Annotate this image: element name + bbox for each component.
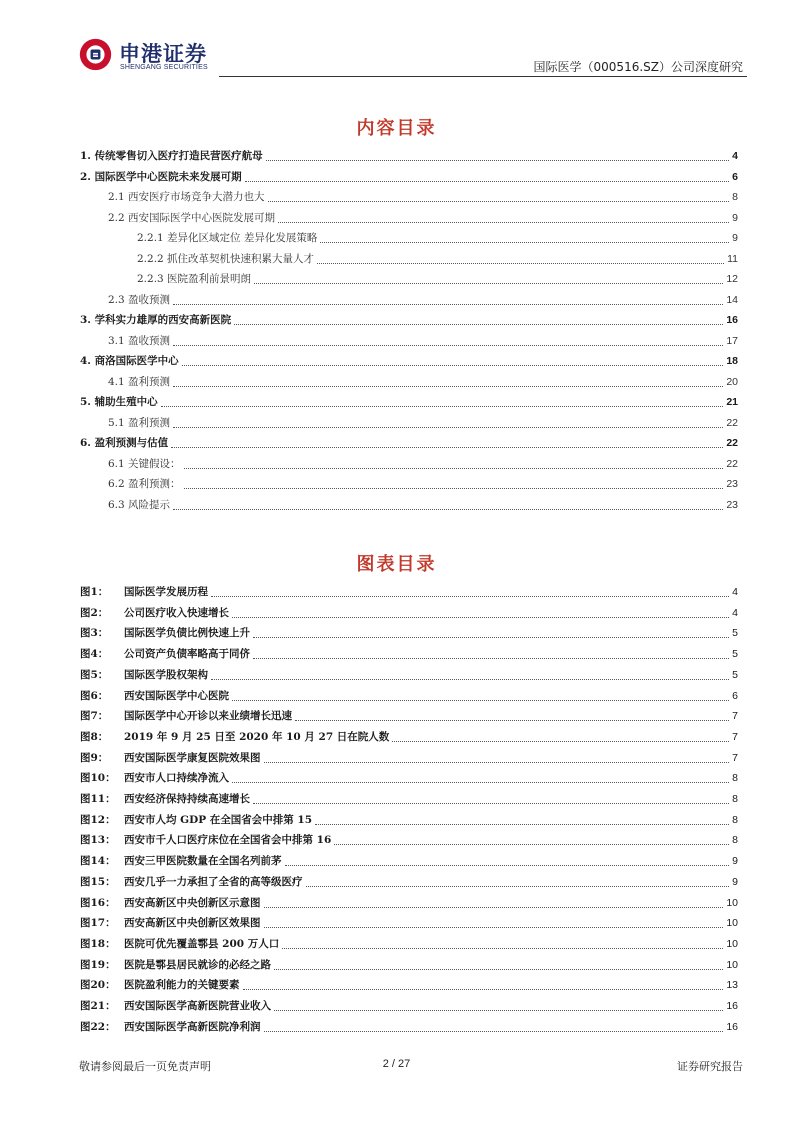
- toc-leader-dots: [173, 344, 723, 346]
- report-title: 国际医学（000516.SZ）公司深度研究: [533, 60, 743, 74]
- figure-leader-dots: [253, 657, 729, 659]
- page-header: [0, 0, 793, 80]
- figure-entry[interactable]: [80, 771, 738, 786]
- toc-entry-page: 9: [732, 232, 738, 244]
- figure-number: 图14：: [80, 855, 116, 868]
- figure-number: 图12：: [80, 813, 116, 826]
- figure-entry-page: 10: [726, 958, 738, 971]
- toc-entry-page: 18: [726, 355, 738, 367]
- figure-number: 图11：: [80, 793, 116, 805]
- figure-leader-dots: [253, 802, 729, 804]
- toc-entry[interactable]: [108, 211, 738, 226]
- figure-number: 图6：: [80, 689, 109, 702]
- toc-entry-page: 22: [726, 416, 738, 429]
- toc-entry[interactable]: [80, 436, 738, 451]
- toc-entry-label: 6.1 关键假设：: [108, 457, 181, 470]
- toc-leader-dots: [320, 241, 729, 243]
- toc-entry-label: 2.3 盈收预测: [108, 293, 171, 306]
- figure-entry-label: [80, 875, 303, 890]
- figure-leader-dots: [264, 906, 724, 908]
- figure-number: 图20：: [80, 979, 116, 992]
- figure-caption: 西安高新区中央创新区效果图: [124, 917, 261, 930]
- figure-caption: 国际医学中心开诊以来业绩增长迅速: [124, 710, 292, 723]
- toc-entry[interactable]: [108, 477, 738, 492]
- brand-name-en: SHENGANG SECURITIES: [120, 64, 208, 71]
- figure-caption: 西安市人均 GDP 在全国省会中排第 15: [124, 813, 313, 826]
- figure-leader-dots: [264, 761, 730, 763]
- figure-caption: 医院盈利能力的关键要素: [124, 979, 240, 992]
- toc-entry[interactable]: [108, 498, 738, 513]
- figure-entry[interactable]: [80, 999, 738, 1014]
- toc-entry-label: 4. 商洛国际医学中心: [80, 355, 179, 367]
- toc-title: 内容目录: [356, 118, 437, 139]
- figure-entry-label: [80, 813, 312, 828]
- toc-leader-dots: [173, 426, 723, 428]
- figure-entry-label: [80, 585, 208, 600]
- figure-caption: 医院可优先覆盖鄠县 200 万人口: [124, 937, 280, 950]
- figure-leader-dots: [282, 947, 723, 949]
- toc-entry-page: 12: [726, 273, 738, 285]
- figure-leader-dots: [274, 968, 723, 970]
- figure-leader-dots: [264, 926, 724, 928]
- toc-entry-label: 2.2 西安国际医学中心医院发展可期: [108, 211, 276, 224]
- figure-entry-page: 4: [732, 586, 738, 598]
- figure-caption: 西安市千人口医疗床位在全国省会中排第 16: [124, 834, 332, 847]
- figure-number: 图18：: [80, 937, 116, 950]
- toc-entry-page: 21: [726, 396, 738, 408]
- figure-entry[interactable]: [80, 813, 738, 828]
- toc-entry[interactable]: [108, 375, 738, 390]
- figure-caption: 国际医学负债比例快速上升: [124, 627, 250, 640]
- figure-number: 图16：: [80, 896, 116, 909]
- figure-entry-page: 7: [732, 751, 738, 764]
- figure-entry[interactable]: [80, 689, 738, 704]
- figure-entry-page: 8: [732, 834, 738, 847]
- toc-entry-page: 23: [726, 478, 738, 490]
- footer-disclaimer: 敬请参阅最后一页免责声明: [79, 1060, 211, 1073]
- figure-leader-dots: [285, 864, 730, 866]
- toc-entry-page: 4: [732, 150, 738, 162]
- figure-entry-page: 10: [726, 937, 738, 950]
- toc-leader-dots: [266, 159, 730, 161]
- toc-leader-dots: [182, 364, 724, 366]
- toc-entry-page: 17: [726, 334, 738, 347]
- figure-entry[interactable]: [80, 833, 738, 848]
- figure-number: 图15：: [80, 875, 116, 888]
- figure-leader-dots: [334, 843, 729, 845]
- figure-entry-page: 9: [732, 855, 738, 868]
- toc-entry-label: 2. 国际医学中心医院未来发展可期: [80, 170, 242, 183]
- figure-caption: 医院是鄠县居民就诊的必经之路: [124, 958, 271, 971]
- toc-leader-dots: [173, 385, 723, 387]
- toc-entry-label: 2.2.1 差异化区域定位 差异化发展策略: [137, 232, 318, 244]
- toc-entry[interactable]: [80, 395, 738, 410]
- figure-entry-page: 10: [726, 896, 738, 909]
- toc-entry-page: 22: [726, 437, 738, 449]
- figure-caption: 西安三甲医院数量在全国名列前茅: [124, 855, 282, 868]
- figure-entry-page: 7: [732, 710, 738, 723]
- figure-caption: 西安经济保持持续高速增长: [124, 793, 250, 805]
- figure-entry[interactable]: [80, 792, 738, 807]
- figure-leader-dots: [243, 988, 724, 990]
- figure-number: 图4：: [80, 648, 109, 661]
- figure-entry-label: [80, 709, 292, 724]
- toc-entry-page: 9: [732, 211, 738, 224]
- footer-page-indicator: 2 / 27: [382, 1058, 411, 1070]
- figure-leader-dots: [306, 885, 730, 887]
- figure-entry[interactable]: [80, 896, 738, 911]
- figure-leader-dots: [315, 823, 729, 825]
- toc-entry-label: 2.2.3 医院盈利前景明朗: [137, 273, 252, 285]
- figure-entry-label: [80, 916, 261, 931]
- figure-number: 图9：: [80, 751, 109, 764]
- figure-entry-page: 9: [732, 875, 738, 888]
- figure-entry[interactable]: [80, 709, 738, 724]
- figure-caption: 西安高新区中央创新区示意图: [124, 896, 261, 909]
- toc-entry-page: 8: [732, 191, 738, 203]
- figure-entry-label: [80, 937, 279, 952]
- figure-number: 图19：: [80, 958, 116, 971]
- figure-entry-page: 6: [732, 689, 738, 702]
- toc-entry-label: 3.1 盈收预测: [108, 334, 171, 347]
- figure-leader-dots: [274, 1009, 723, 1011]
- figure-entry-page: 10: [726, 917, 738, 930]
- toc-entry[interactable]: [108, 416, 738, 431]
- toc-entry-page: 16: [726, 314, 738, 326]
- toc-entry-page: 6: [732, 170, 738, 183]
- figure-caption: 西安几乎一力承担了全省的高等级医疗: [124, 875, 303, 888]
- figure-entry[interactable]: [80, 958, 738, 973]
- figure-caption: 西安市人口持续净流入: [124, 772, 229, 785]
- figure-entry[interactable]: [80, 730, 738, 745]
- figure-entry-page: 8: [732, 772, 738, 785]
- figure-entry-label: [80, 896, 261, 911]
- figure-entry[interactable]: [80, 668, 738, 683]
- figure-caption: 国际医学股权架构: [124, 668, 208, 681]
- figure-caption: 西安国际医学高新医院营业收入: [124, 1000, 271, 1012]
- figure-entry[interactable]: [80, 647, 738, 662]
- toc-leader-dots: [171, 446, 723, 448]
- figure-entry[interactable]: [80, 978, 738, 993]
- toc-leader-dots: [173, 508, 723, 510]
- toc-leader-dots: [173, 303, 723, 305]
- figure-entry[interactable]: [80, 606, 738, 621]
- figure-entry-label: [80, 771, 229, 786]
- footer-report-type: 证券研究报告: [677, 1060, 743, 1073]
- figure-number: 图8：: [80, 730, 109, 743]
- toc-entry[interactable]: [108, 293, 738, 308]
- figure-entry[interactable]: [80, 875, 738, 890]
- figure-entry-label: [80, 647, 250, 662]
- figure-leader-dots: [392, 740, 729, 742]
- toc-entry-label: 4.1 盈利预测: [108, 375, 171, 388]
- toc-entry[interactable]: [137, 231, 738, 246]
- toc-leader-dots: [278, 221, 729, 223]
- figure-entry-page: 13: [726, 979, 738, 992]
- figure-caption: 公司资产负债率略高于同侪: [124, 648, 250, 661]
- figure-entry[interactable]: [80, 937, 738, 952]
- figure-leader-dots: [211, 678, 729, 680]
- figure-entry-page: 16: [726, 1000, 738, 1012]
- figure-entry-page: 5: [732, 648, 738, 661]
- figure-entry[interactable]: [80, 1020, 738, 1035]
- figure-number: 图13：: [80, 834, 116, 847]
- figure-leader-dots: [295, 719, 729, 721]
- figure-leader-dots: [232, 699, 729, 701]
- figure-leader-dots: [232, 616, 729, 618]
- toc-entry[interactable]: [108, 334, 738, 349]
- figure-caption: 西安国际医学康复医院效果图: [124, 751, 261, 764]
- toc-leader-dots: [317, 262, 724, 264]
- toc-entry[interactable]: [108, 190, 738, 205]
- toc-entry[interactable]: [108, 457, 738, 472]
- figure-number: 图3：: [80, 627, 109, 640]
- toc-entry-label: 6.2 盈利预测：: [108, 478, 181, 490]
- figure-caption: 西安国际医学高新医院净利润: [124, 1020, 261, 1033]
- figure-entry-label: [80, 730, 389, 745]
- toc-entry-page: 20: [726, 375, 738, 388]
- toc-entry-label: 6. 盈利预测与估值: [80, 437, 169, 449]
- figure-number: 图21：: [80, 1000, 116, 1012]
- toc-leader-dots: [234, 323, 723, 325]
- toc-entry-label: 2.1 西安医疗市场竞争大潜力也大: [108, 191, 265, 203]
- toc-entry-label: 2.2.2 抓住改革契机快速积累大量人才: [137, 252, 315, 265]
- figure-entry-page: 5: [732, 627, 738, 640]
- figure-entry[interactable]: [80, 916, 738, 931]
- figure-entry[interactable]: [80, 626, 738, 641]
- figure-number: 图2：: [80, 606, 109, 619]
- toc-entry[interactable]: [80, 149, 738, 164]
- figure-entry-label: [80, 626, 250, 641]
- toc-entry-label: 1. 传统零售切入医疗打造民营医疗航母: [80, 150, 263, 162]
- toc-entry-label: 5.1 盈利预测: [108, 416, 171, 429]
- toc-entry-page: 23: [726, 498, 738, 511]
- figure-number: 图5：: [80, 668, 109, 681]
- toc-leader-dots: [268, 200, 730, 202]
- toc-entry-page: 22: [726, 457, 738, 470]
- toc-entry-label: 3. 学科实力雄厚的西安高新医院: [80, 314, 232, 326]
- figure-entry[interactable]: [80, 585, 738, 600]
- toc-entry[interactable]: [80, 313, 738, 328]
- figure-entry-label: [80, 999, 271, 1014]
- toc-leader-dots: [254, 282, 723, 284]
- figure-entry-label: [80, 958, 271, 973]
- figure-entry[interactable]: [80, 751, 738, 766]
- figure-number: 图10：: [80, 772, 116, 785]
- toc-entry[interactable]: [80, 354, 738, 369]
- shengang-logo-icon: [79, 38, 112, 71]
- figure-leader-dots: [211, 595, 729, 597]
- brand-name-cn: 申港证券: [119, 42, 207, 66]
- figure-leader-dots: [264, 1030, 724, 1032]
- header-divider: [219, 76, 747, 77]
- toc-entry-page: 14: [726, 293, 738, 306]
- figure-entry-page: 5: [732, 668, 738, 681]
- figure-entry-page: 16: [726, 1020, 738, 1033]
- figure-entry-label: [80, 833, 331, 848]
- toc-entry-label: 6.3 风险提示: [108, 498, 171, 511]
- figure-entry-page: 4: [732, 606, 738, 619]
- figure-entry-page: 8: [732, 813, 738, 826]
- figure-entry-page: 8: [732, 793, 738, 805]
- figure-entry[interactable]: [80, 854, 738, 869]
- toc-entry-page: 11: [727, 252, 738, 265]
- figure-entry-label: [80, 854, 282, 869]
- figure-entry-label: [80, 689, 229, 704]
- figure-caption: 国际医学发展历程: [124, 586, 208, 598]
- toc-leader-dots: [184, 467, 724, 469]
- toc-leader-dots: [184, 487, 724, 489]
- figure-number: 图1：: [80, 586, 109, 598]
- toc-entry[interactable]: [137, 272, 738, 287]
- figure-leader-dots: [232, 781, 729, 783]
- figure-caption: 公司医疗收入快速增长: [124, 606, 229, 619]
- figure-entry-page: 7: [732, 730, 738, 743]
- toc-entry[interactable]: [137, 252, 738, 267]
- figure-entry-label: [80, 606, 229, 621]
- toc-leader-dots: [161, 405, 724, 407]
- figure-entry-label: [80, 1020, 261, 1035]
- figure-number: 图17：: [80, 917, 116, 930]
- figure-entry-label: [80, 751, 261, 766]
- figure-number: 图22：: [80, 1020, 116, 1033]
- figure-number: 图7：: [80, 710, 109, 723]
- figure-caption: 西安国际医学中心医院: [124, 689, 229, 702]
- figures-title: 图表目录: [356, 554, 437, 575]
- figure-caption: 2019 年 9 月 25 日至 2020 年 10 月 27 日在院人数: [124, 730, 390, 743]
- toc-entry-label: 5. 辅助生殖中心: [80, 396, 158, 408]
- figure-entry-label: [80, 792, 250, 807]
- toc-entry[interactable]: [80, 170, 738, 185]
- figure-entry-label: [80, 978, 240, 993]
- figure-leader-dots: [253, 636, 729, 638]
- toc-leader-dots: [245, 180, 730, 182]
- figure-entry-label: [80, 668, 208, 683]
